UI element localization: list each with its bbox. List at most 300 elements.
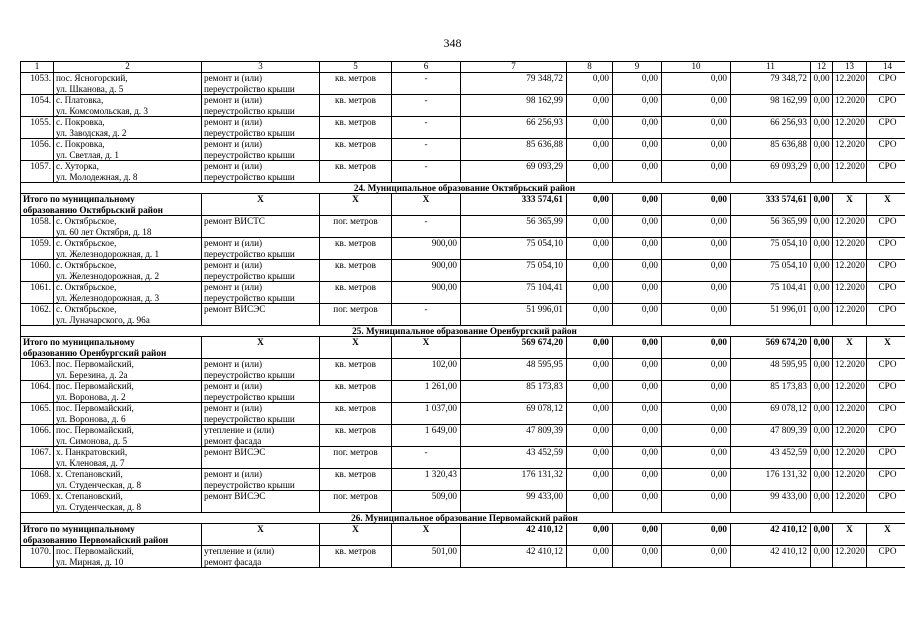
cell-total-cost: 98 162,99 [461, 95, 567, 117]
total-label-line: Итого по муниципальному [23, 194, 135, 204]
cell-address [54, 238, 202, 260]
cell-address [54, 381, 202, 403]
cell-work-type [202, 359, 320, 381]
header-cell: 11 [731, 62, 811, 73]
cell-col13: 12.2020 [833, 73, 867, 95]
cell-work-type-line: утепление и (или) [204, 546, 275, 556]
cell-unit: кв. метров [320, 139, 392, 161]
cell-address [54, 447, 202, 469]
cell-qty: Х [392, 524, 461, 546]
cell-address-line: с. Октябрьское, [56, 260, 117, 270]
cell-quantity: - [392, 161, 461, 183]
cell-address [54, 161, 202, 183]
cell-col10: 0,00 [662, 403, 731, 425]
cell-work-type [202, 403, 320, 425]
cell-col9: 0,00 [613, 194, 662, 216]
cell-work-type [202, 260, 320, 282]
cell-number: 1066. [21, 425, 54, 447]
cell-col10: 0,00 [662, 282, 731, 304]
cell-quantity: 900,00 [392, 282, 461, 304]
cell-address-line: с. Покровка, [56, 139, 105, 149]
cell-col14: СРО [867, 282, 905, 304]
cell-col12: 0,00 [811, 216, 833, 238]
cell-col11: 56 365,99 [731, 216, 811, 238]
header-cell: 2 [54, 62, 202, 73]
cell-number: 1069. [21, 491, 54, 513]
cell-col11: 69 078,12 [731, 403, 811, 425]
cell-col14: СРО [867, 139, 905, 161]
table-row [21, 447, 905, 469]
cell-col8: 0,00 [567, 95, 613, 117]
cell-col8: 0,00 [567, 491, 613, 513]
cell-col11: 42 410,12 [731, 524, 811, 546]
cell-work-type-line: ремонт и (или) [204, 282, 263, 292]
cell-address [54, 282, 202, 304]
table-row [21, 359, 905, 381]
cell-col10: 0,00 [662, 381, 731, 403]
cell-work-type-line: переустройство крыши [204, 479, 295, 490]
cell-col8: 0,00 [567, 337, 613, 359]
cell-work-type-line: ремонт и (или) [204, 238, 263, 248]
cell-quantity: - [392, 117, 461, 139]
cell-address [54, 546, 202, 568]
cell-number: 1056. [21, 139, 54, 161]
cell-col12: 0,00 [811, 469, 833, 491]
cell-col10: 0,00 [662, 194, 731, 216]
cell-col13: Х [833, 194, 867, 216]
cell-work-type [202, 469, 320, 491]
cell-total-cost: 51 996,01 [461, 304, 567, 326]
cell-col8: 0,00 [567, 282, 613, 304]
cell-work-type-line: переустройство крыши [204, 292, 295, 303]
cell-total-cost: 79 348,72 [461, 73, 567, 95]
cell-address-line: ул. Симонова, д. 5 [56, 435, 128, 446]
cell-col8: 0,00 [567, 425, 613, 447]
cell-work-type-line: ремонт ВИСТС [204, 216, 265, 226]
cell-col14: СРО [867, 546, 905, 568]
cell-address-line: ул. Студенческая, д. 8 [56, 479, 142, 490]
cell-col13: 12.2020 [833, 282, 867, 304]
cell-col13: 12.2020 [833, 238, 867, 260]
cell-col12: 0,00 [811, 524, 833, 546]
cell-number: 1057. [21, 161, 54, 183]
cell-address-line: ул. Светлая, д. 1 [56, 149, 119, 160]
table-row [21, 73, 905, 95]
cell-address-line: с. Хуторка, [56, 161, 99, 171]
cell-col9: 0,00 [613, 161, 662, 183]
cell-work-type [202, 282, 320, 304]
cell-address-line: ул. Луначарского, д. 96а [56, 314, 150, 325]
section-title: 25. Муниципальное образование Оренбургский район [21, 326, 905, 337]
total-label-line: образованию Оренбургский район [23, 347, 167, 358]
table-row [21, 139, 905, 161]
cell-work-type-line: переустройство крыши [204, 171, 295, 182]
cell-col13: 12.2020 [833, 447, 867, 469]
cell-total-cost: 85 636,88 [461, 139, 567, 161]
cell-col8: 0,00 [567, 194, 613, 216]
cell-work-type [202, 238, 320, 260]
cell-total-cost: 569 674,20 [461, 337, 567, 359]
cell-col10: 0,00 [662, 469, 731, 491]
cell-col11: 75 054,10 [731, 260, 811, 282]
cell-total-cost: 66 256,93 [461, 117, 567, 139]
cell-col8: 0,00 [567, 447, 613, 469]
cell-col9: 0,00 [613, 381, 662, 403]
cell-work-type-line: переустройство крыши [204, 369, 295, 380]
cell-col9: 0,00 [613, 524, 662, 546]
cell-work-type-line: ремонт ВИСЭС [204, 304, 266, 314]
cell-unit: кв. метров [320, 238, 392, 260]
cell-col9: 0,00 [613, 425, 662, 447]
table-row [21, 117, 905, 139]
section-header-row [21, 183, 905, 194]
cell-col12: 0,00 [811, 425, 833, 447]
table-body [21, 62, 905, 568]
cell-col9: 0,00 [613, 359, 662, 381]
cell-unit: кв. метров [320, 403, 392, 425]
cell-quantity: - [392, 73, 461, 95]
cell-col12: 0,00 [811, 73, 833, 95]
cell-col10: 0,00 [662, 546, 731, 568]
header-cell: 10 [662, 62, 731, 73]
cell-col11: 569 674,20 [731, 337, 811, 359]
cell-address [54, 304, 202, 326]
cell-col12: 0,00 [811, 161, 833, 183]
cell-col12: 0,00 [811, 381, 833, 403]
header-cell: 13 [833, 62, 867, 73]
header-cell: 7 [461, 62, 567, 73]
cell-unit: пог. метров [320, 447, 392, 469]
cell-col14: Х [867, 194, 905, 216]
cell-address-line: ул. Комсомольская, д. 3 [56, 105, 148, 116]
cell-work-type [202, 95, 320, 117]
cell-col9: 0,00 [613, 73, 662, 95]
cell-work-type-line: ремонт ВИСЭС [204, 447, 266, 457]
page-number: 348 [443, 36, 462, 50]
cell-work-type-line: переустройство крыши [204, 248, 295, 259]
cell-work-type-line: ремонт и (или) [204, 469, 263, 479]
cell-col14: СРО [867, 469, 905, 491]
cell-col13: 12.2020 [833, 403, 867, 425]
cell-work-type [202, 216, 320, 238]
cell-unit: кв. метров [320, 260, 392, 282]
cell-col11: 85 173,83 [731, 381, 811, 403]
cell-col9: 0,00 [613, 139, 662, 161]
cell-col14: СРО [867, 73, 905, 95]
cell-col13: 12.2020 [833, 260, 867, 282]
total-row [21, 194, 905, 216]
cell-col13: 12.2020 [833, 304, 867, 326]
table-row [21, 260, 905, 282]
table-row [21, 282, 905, 304]
header-cell: 5 [320, 62, 392, 73]
cell-total-cost: 75 054,10 [461, 238, 567, 260]
cell-col11: 85 636,88 [731, 139, 811, 161]
cell-col13: 12.2020 [833, 95, 867, 117]
cell-col10: 0,00 [662, 73, 731, 95]
header-cell: 14 [867, 62, 905, 73]
cell-work-type-line: ремонт и (или) [204, 95, 263, 105]
cell-quantity: 1 320,43 [392, 469, 461, 491]
cell-address-line: с. Покровка, [56, 117, 105, 127]
cell-col9: 0,00 [613, 337, 662, 359]
cell-address-line: пос. Первомайский, [56, 403, 134, 413]
cell-quantity: 900,00 [392, 260, 461, 282]
cell-col11: 48 595,95 [731, 359, 811, 381]
cell-col11: 51 996,01 [731, 304, 811, 326]
cell-col14: СРО [867, 359, 905, 381]
cell-work-type-line: ремонт фасада [204, 556, 262, 567]
cell-col14: СРО [867, 381, 905, 403]
cell-col8: 0,00 [567, 304, 613, 326]
cell-unit: кв. метров [320, 161, 392, 183]
cell-col10: 0,00 [662, 95, 731, 117]
header-cell: 1 [21, 62, 54, 73]
section-title: 24. Муниципальное образование Октябрьский район [21, 183, 905, 194]
cell-work-type [202, 73, 320, 95]
cell-col11: 42 410,12 [731, 546, 811, 568]
cell-work-type-line: утепление и (или) [204, 425, 275, 435]
cell-address-line: ул. Воронова, д. 6 [56, 413, 126, 424]
cell-address-line: с. Октябрьское, [56, 304, 117, 314]
cell-col9: 0,00 [613, 469, 662, 491]
cell-total-cost: 48 595,95 [461, 359, 567, 381]
table-row [21, 403, 905, 425]
cell-unit: Х [320, 194, 392, 216]
cell-col14: СРО [867, 491, 905, 513]
cell-address-line: пос. Первомайский, [56, 425, 134, 435]
cell-work-type-line: ремонт и (или) [204, 381, 263, 391]
cell-col10: 0,00 [662, 337, 731, 359]
cell-col12: 0,00 [811, 491, 833, 513]
cell-col8: 0,00 [567, 117, 613, 139]
table-row [21, 95, 905, 117]
cell-work: Х [202, 194, 320, 216]
cell-work-type-line: переустройство крыши [204, 391, 295, 402]
cell-col13: Х [833, 337, 867, 359]
cell-col11: 98 162,99 [731, 95, 811, 117]
total-label-line: образованию Первомайский район [23, 534, 169, 545]
cell-work: Х [202, 524, 320, 546]
cell-col14: Х [867, 337, 905, 359]
table-row [21, 238, 905, 260]
cell-address [54, 73, 202, 95]
cell-address-line: с. Октябрьское, [56, 238, 117, 248]
cell-col11: 47 809,39 [731, 425, 811, 447]
cell-work-type-line: переустройство крыши [204, 83, 295, 94]
header-cell: 6 [392, 62, 461, 73]
cell-address-line: ул. Воронова, д. 2 [56, 391, 126, 402]
cell-col13: 12.2020 [833, 491, 867, 513]
cell-address-line: ул. Мирная, д. 10 [56, 556, 124, 567]
cell-col10: 0,00 [662, 425, 731, 447]
cell-unit: кв. метров [320, 546, 392, 568]
cell-col9: 0,00 [613, 491, 662, 513]
cell-col14: СРО [867, 95, 905, 117]
total-label [21, 524, 202, 546]
cell-quantity: 900,00 [392, 238, 461, 260]
cell-col8: 0,00 [567, 139, 613, 161]
cell-col8: 0,00 [567, 524, 613, 546]
cell-work-type-line: ремонт и (или) [204, 73, 263, 83]
total-label-line: образованию Октябрьский район [23, 204, 163, 215]
cell-work-type-line: переустройство крыши [204, 413, 295, 424]
cell-col8: 0,00 [567, 238, 613, 260]
section-header-row [21, 513, 905, 524]
table-row [21, 546, 905, 568]
cell-col11: 66 256,93 [731, 117, 811, 139]
cell-total-cost: 56 365,99 [461, 216, 567, 238]
cell-col11: 79 348,72 [731, 73, 811, 95]
cell-work-type [202, 447, 320, 469]
cell-col9: 0,00 [613, 403, 662, 425]
cell-col12: 0,00 [811, 95, 833, 117]
cell-quantity: 501,00 [392, 546, 461, 568]
cell-col9: 0,00 [613, 282, 662, 304]
cell-address-line: с. Платовка, [56, 95, 104, 105]
cell-number: 1067. [21, 447, 54, 469]
cell-col14: СРО [867, 216, 905, 238]
cell-qty: Х [392, 194, 461, 216]
cell-address [54, 359, 202, 381]
cell-number: 1070. [21, 546, 54, 568]
table-row [21, 491, 905, 513]
cell-work-type-line: ремонт и (или) [204, 403, 263, 413]
cell-col10: 0,00 [662, 359, 731, 381]
cell-work-type [202, 161, 320, 183]
cell-work-type-line: ремонт и (или) [204, 161, 263, 171]
cell-address-line: ул. Шканова, д. 5 [56, 83, 124, 94]
cell-total-cost: 333 574,61 [461, 194, 567, 216]
cell-col12: 0,00 [811, 282, 833, 304]
cell-col14: СРО [867, 260, 905, 282]
cell-col12: 0,00 [811, 238, 833, 260]
cell-address [54, 117, 202, 139]
cell-quantity: - [392, 216, 461, 238]
cell-col13: 12.2020 [833, 425, 867, 447]
cell-total-cost: 75 104,41 [461, 282, 567, 304]
total-row [21, 337, 905, 359]
cell-col12: 0,00 [811, 447, 833, 469]
cell-total-cost: 42 410,12 [461, 546, 567, 568]
cell-col10: 0,00 [662, 161, 731, 183]
cell-number: 1064. [21, 381, 54, 403]
cell-col13: 12.2020 [833, 469, 867, 491]
cell-col10: 0,00 [662, 447, 731, 469]
header-row [21, 62, 905, 73]
cell-total-cost: 42 410,12 [461, 524, 567, 546]
cell-total-cost: 85 173,83 [461, 381, 567, 403]
cell-total-cost: 75 054,10 [461, 260, 567, 282]
cell-number: 1063. [21, 359, 54, 381]
cell-unit: кв. метров [320, 381, 392, 403]
cell-col8: 0,00 [567, 469, 613, 491]
cell-address [54, 95, 202, 117]
cell-address [54, 469, 202, 491]
cell-number: 1060. [21, 260, 54, 282]
cell-unit: кв. метров [320, 425, 392, 447]
cell-quantity: 509,00 [392, 491, 461, 513]
cell-work-type-line: ремонт фасада [204, 435, 262, 446]
cell-work-type [202, 491, 320, 513]
cell-col9: 0,00 [613, 238, 662, 260]
cell-work-type-line: ремонт ВИСЭС [204, 491, 266, 501]
cell-work-type [202, 139, 320, 161]
cell-col9: 0,00 [613, 260, 662, 282]
cell-col14: Х [867, 524, 905, 546]
cell-col9: 0,00 [613, 447, 662, 469]
cell-col11: 333 574,61 [731, 194, 811, 216]
table-row [21, 381, 905, 403]
cell-number: 1054. [21, 95, 54, 117]
cell-col13: 12.2020 [833, 161, 867, 183]
cell-work-type-line: переустройство крыши [204, 105, 295, 116]
cell-col13: 12.2020 [833, 359, 867, 381]
cell-quantity: 102,00 [392, 359, 461, 381]
cell-address-line: пос. Первомайский, [56, 546, 134, 556]
cell-col11: 75 104,41 [731, 282, 811, 304]
cell-unit: кв. метров [320, 359, 392, 381]
cell-col8: 0,00 [567, 546, 613, 568]
cell-quantity: - [392, 304, 461, 326]
cell-col12: 0,00 [811, 117, 833, 139]
cell-col12: 0,00 [811, 546, 833, 568]
cell-col8: 0,00 [567, 216, 613, 238]
cell-address-line: пос. Первомайский, [56, 381, 134, 391]
cell-unit: пог. метров [320, 216, 392, 238]
cell-col14: СРО [867, 403, 905, 425]
cell-address-line: х. Панкратовский, [56, 447, 128, 457]
cell-number: 1058. [21, 216, 54, 238]
cell-address-line: ул. Заводская, д. 2 [56, 127, 127, 138]
cell-col8: 0,00 [567, 73, 613, 95]
cell-col12: 0,00 [811, 359, 833, 381]
cell-address [54, 139, 202, 161]
cell-col13: 12.2020 [833, 381, 867, 403]
total-label-line: Итого по муниципальному [23, 337, 135, 347]
cell-address-line: ул. Студенческая, д. 8 [56, 501, 142, 512]
cell-total-cost: 43 452,59 [461, 447, 567, 469]
cell-col8: 0,00 [567, 381, 613, 403]
total-label-line: Итого по муниципальному [23, 524, 135, 534]
cell-address-line: пос. Первомайский, [56, 359, 134, 369]
cell-unit: кв. метров [320, 117, 392, 139]
cell-col10: 0,00 [662, 491, 731, 513]
cell-address-line: х. Степановский, [56, 491, 123, 501]
cell-col10: 0,00 [662, 238, 731, 260]
cell-col14: СРО [867, 161, 905, 183]
cell-col11: 43 452,59 [731, 447, 811, 469]
table-row [21, 425, 905, 447]
cell-unit: кв. метров [320, 282, 392, 304]
cell-col13: 12.2020 [833, 216, 867, 238]
section-header-row [21, 326, 905, 337]
cell-col9: 0,00 [613, 95, 662, 117]
cell-col9: 0,00 [613, 304, 662, 326]
section-title: 26. Муниципальное образование Первомайский район [21, 513, 905, 524]
cell-number: 1068. [21, 469, 54, 491]
cell-qty: Х [392, 337, 461, 359]
cell-work-type-line: ремонт и (или) [204, 359, 263, 369]
cell-total-cost: 176 131,32 [461, 469, 567, 491]
table-row [21, 304, 905, 326]
cell-address-line: х. Степановский, [56, 469, 123, 479]
cell-address-line: ул. Железнодорожная, д. 3 [56, 292, 160, 303]
total-label [21, 337, 202, 359]
cell-work-type-line: переустройство крыши [204, 270, 295, 281]
cell-col12: 0,00 [811, 260, 833, 282]
cell-address-line: пос. Ясногорский, [56, 73, 128, 83]
